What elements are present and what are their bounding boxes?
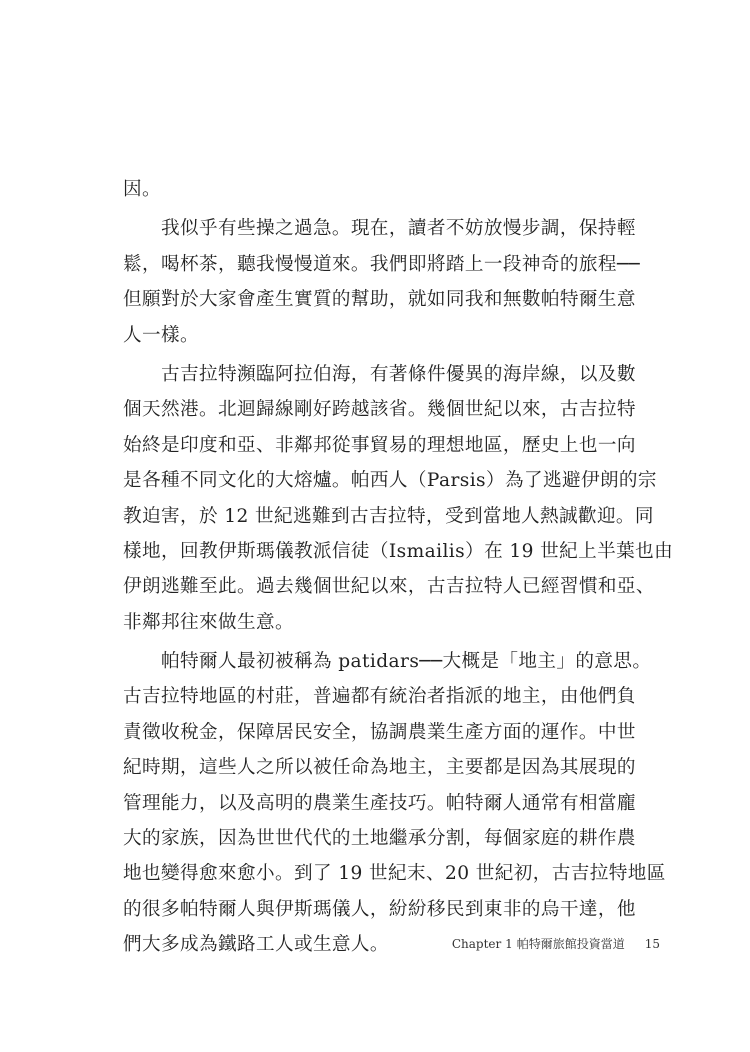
text-line: 樣地，回教伊斯瑪儀教派信徒（Ismailis）在 19 世紀上半葉也由	[123, 540, 674, 562]
text-line: 帕特爾人最初被稱為 patidars──大概是「地主」的意思。	[123, 651, 652, 673]
text-line: 是各種不同文化的大熔爐。帕西人（Parsis）為了逃避伊朗的宗	[123, 470, 657, 492]
text-line: 古吉拉特瀕臨阿拉伯海，有著條件優異的海岸線，以及數	[123, 363, 636, 385]
text-line: 始終是印度和亞、非鄰邦從事貿易的理想地區，歷史上也一向	[123, 434, 636, 456]
body-text	[123, 172, 674, 963]
text-line: 大的家族，因為世世代代的土地繼承分割，每個家庭的耕作農	[123, 828, 636, 850]
paragraph	[123, 357, 674, 640]
text-line: 的很多帕特爾人與伊斯瑪儀人，紛紛移民到東非的烏干達，他	[123, 898, 636, 920]
text-line: 因。	[123, 179, 161, 200]
text-line: 伊朗逃難至此。過去幾個世紀以來，古吉拉特人已經習慣和亞、	[123, 576, 655, 598]
text-line: 我似乎有些操之過急。現在，讀者不妨放慢步調，保持輕	[123, 218, 636, 240]
text-line: 非鄰邦往來做生意。	[123, 611, 294, 633]
text-line: 但願對於大家會產生實質的幫助，就如同我和無數帕特爾生意	[123, 289, 636, 311]
page-number: 15	[644, 937, 660, 951]
text-line: 地也變得愈來愈小。到了 19 世紀末、20 世紀初，古吉拉特地區	[123, 863, 666, 885]
text-line: 紀時期，這些人之所以被任命為地主，主要都是因為其展現的	[123, 757, 636, 779]
text-line: 責徵收稅金，保障居民安全，協調農業生產方面的運作。中世	[123, 721, 636, 743]
chapter-title: 帕特爾旅館投資當道	[516, 937, 625, 951]
running-footer	[380, 935, 660, 952]
text-line: 個天然港。北迴歸線剛好跨越該省。幾個世紀以來，古吉拉特	[123, 399, 636, 421]
paragraph	[123, 172, 663, 207]
paragraph	[123, 211, 663, 353]
paragraph	[123, 644, 666, 963]
text-line: 們大多成為鐵路工人或生意人。	[123, 934, 389, 956]
text-line: 鬆，喝杯茶，聽我慢慢道來。我們即將踏上一段神奇的旅程──	[123, 253, 641, 275]
chapter-label: Chapter 1	[451, 937, 513, 951]
text-line: 古吉拉特地區的村莊，普遍都有統治者指派的地主，由他們負	[123, 686, 636, 708]
text-line: 教迫害，於 12 世紀逃難到古吉拉特，受到當地人熱誠歡迎。同	[123, 505, 654, 527]
text-line: 人一樣。	[123, 324, 199, 346]
text-line: 管理能力，以及高明的農業生產技巧。帕特爾人通常有相當龐	[123, 792, 636, 814]
